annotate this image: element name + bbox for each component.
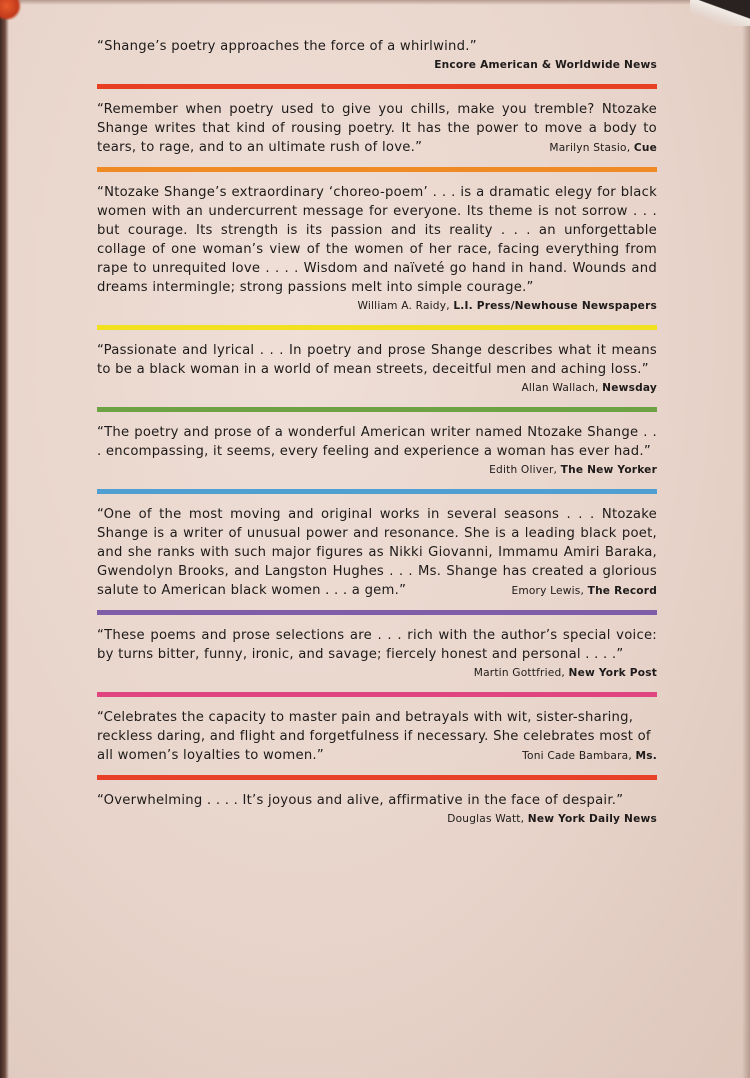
divider-bar bbox=[97, 692, 657, 697]
review-item bbox=[97, 100, 657, 157]
review-author: William A. Raidy, bbox=[357, 300, 450, 312]
review-attribution bbox=[97, 811, 657, 828]
review-item bbox=[97, 341, 657, 397]
review-publication: New York Daily News bbox=[527, 813, 657, 825]
review-attribution bbox=[97, 298, 657, 315]
review-publication: New York Post bbox=[568, 667, 657, 679]
review-item bbox=[97, 183, 657, 315]
review-author: Douglas Watt, bbox=[447, 813, 525, 825]
divider-bar bbox=[97, 84, 657, 89]
review-quote: “Celebrates the capacity to master pain and betrayals with wit, sister-sharing, reckless daring, and flight and forgetfulness if necessary. She celebrates most of all women’s loyalties to women.” bbox=[97, 710, 651, 763]
review-author: Emory Lewis, bbox=[511, 585, 585, 597]
review-attribution bbox=[549, 140, 657, 157]
divider-bar bbox=[97, 325, 657, 330]
review-item bbox=[97, 37, 657, 74]
review-publication: Ms. bbox=[635, 750, 657, 762]
review-item bbox=[97, 505, 657, 600]
review-author: Allan Wallach, bbox=[521, 382, 599, 394]
review-publication: Cue bbox=[633, 142, 657, 154]
review-quote: “These poems and prose selections are . . . rich with the author’s special voice: by turns bitter, funny, ironic, and savage; fiercely honest and personal . . . .” bbox=[97, 628, 657, 662]
review-publication: The New Yorker bbox=[560, 464, 657, 476]
review-quote: “The poetry and prose of a wonderful American writer named Ntozake Shange . . . encompassing, it seems, every feeling and experience a woman has ever had.” bbox=[97, 425, 657, 459]
review-publication: Encore American & Worldwide News bbox=[434, 59, 657, 71]
review-attribution bbox=[97, 462, 657, 479]
review-item bbox=[97, 791, 657, 828]
review-attribution bbox=[97, 665, 657, 682]
review-publication: L.I. Press/Newhouse Newspapers bbox=[453, 300, 657, 312]
torn-corner-top-right bbox=[690, 0, 750, 26]
review-quote: “Shange’s poetry approaches the force of a whirlwind.” bbox=[97, 39, 477, 54]
review-quote: “Overwhelming . . . . It’s joyous and alive, affirmative in the face of despair.” bbox=[97, 793, 624, 808]
review-item bbox=[97, 423, 657, 479]
cover-right-edge bbox=[742, 0, 750, 1078]
review-publication: Newsday bbox=[602, 382, 657, 394]
divider-bar bbox=[97, 407, 657, 412]
review-attribution bbox=[97, 57, 657, 74]
review-item bbox=[97, 626, 657, 682]
review-attribution bbox=[511, 583, 657, 600]
review-quote: “Passionate and lyrical . . . In poetry and prose Shange describes what it means to be a black woman in a world of mean streets, deceitful men and aching loss.” bbox=[97, 343, 657, 377]
review-list bbox=[97, 37, 657, 828]
review-author: Toni Cade Bambara, bbox=[522, 750, 632, 762]
review-attribution bbox=[522, 748, 657, 765]
review-attribution bbox=[97, 380, 657, 397]
divider-bar bbox=[97, 167, 657, 172]
divider-bar bbox=[97, 489, 657, 494]
review-quote: “One of the most moving and original works in several seasons . . . Ntozake Shange is a writer of unusual power and resonance. She is a leading black poet, and she ranks with such major figures as Nikki Giovanni, Immamu Amiri Baraka, Gwendolyn Brooks, and Langston Hughes . . . Ms. Shange has created a glorious salute to American black women . . . a gem.” bbox=[97, 507, 657, 598]
review-item bbox=[97, 708, 657, 765]
review-author: Marilyn Stasio, bbox=[549, 142, 631, 154]
divider-bar bbox=[97, 775, 657, 780]
review-publication: The Record bbox=[587, 585, 657, 597]
review-author: Martin Gottfried, bbox=[473, 667, 565, 679]
review-quote: “Ntozake Shange’s extraordinary ‘choreo-poem’ . . . is a dramatic elegy for black women with an undercurrent message for everyone. Its theme is not sorrow . . . but courage. Its strength is its passion and its reality . . . an unforgettable collage of one woman’s view of the women of her race, facing everything from rape to unrequited love . . . . Wisdom and naïveté go hand in hand. Wounds and dreams intermingle; strong passions melt into simple courage.” bbox=[97, 185, 657, 295]
review-author: Edith Oliver, bbox=[489, 464, 558, 476]
torn-corner-red bbox=[0, 0, 22, 20]
divider-bar bbox=[97, 610, 657, 615]
cover-top-edge bbox=[0, 0, 750, 5]
cover-left-edge bbox=[0, 0, 9, 1078]
review-quote: “Remember when poetry used to give you chills, make you tremble? Ntozake Shange writes that kind of rousing poetry. It has the power to move a body to tears, to rage, and to an ultimate rush of love.” bbox=[97, 102, 657, 155]
